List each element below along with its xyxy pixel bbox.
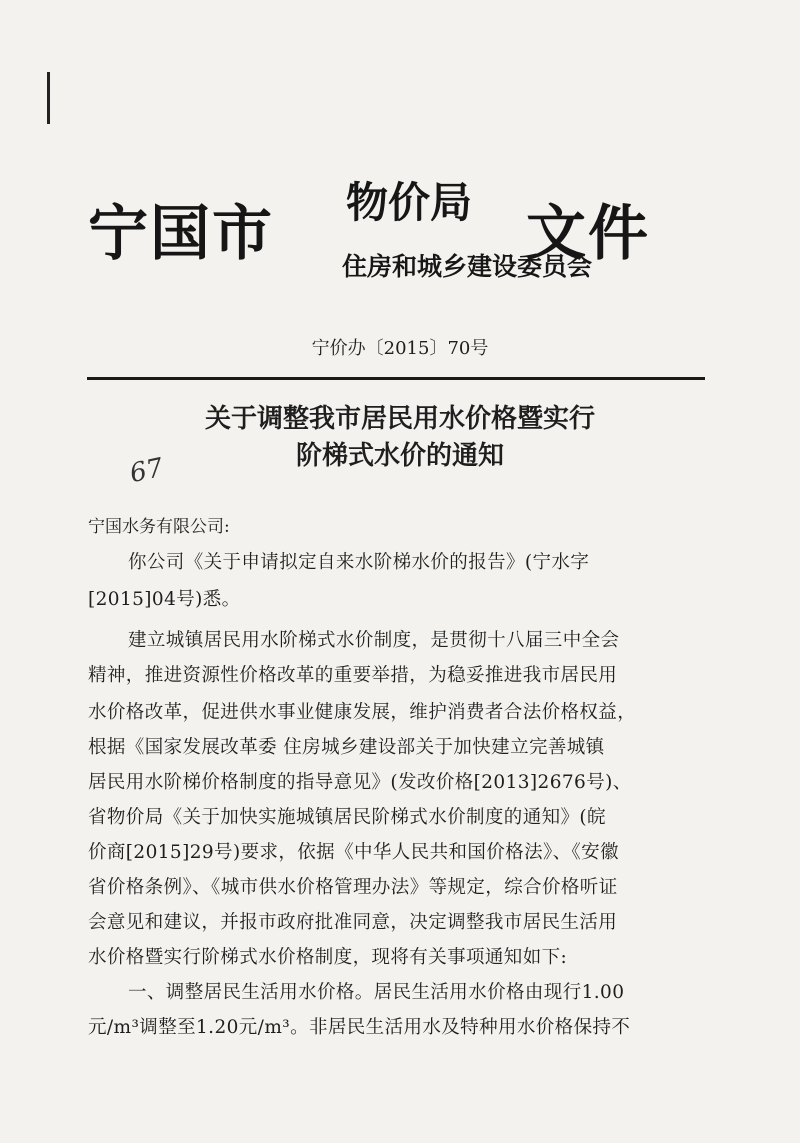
document-number: 宁价办〔2015〕70号 — [311, 338, 489, 359]
handwritten-mark: 67 — [127, 452, 166, 490]
body-line: 一、调整居民生活用水价格。居民生活用水价格由现行1.00 — [128, 982, 625, 1003]
body-line: 水价格暨实行阶梯式水价格制度，现将有关事项通知如下: — [88, 947, 568, 968]
body-line: 省物价局《关于加快实施城镇居民阶梯式水价制度的通知》(皖 — [88, 807, 606, 828]
body-line: [2015]04号)悉。 — [88, 589, 241, 610]
header-document-label: 文件 — [526, 199, 650, 269]
body-line: 水价格改革，促进供水事业健康发展，维护消费者合法价格权益， — [88, 702, 637, 723]
body-line: 会意见和建议，并报市政府批准同意，决定调整我市居民生活用 — [88, 912, 618, 933]
header-city: 宁国市 — [88, 199, 274, 269]
body-line: 居民用水阶梯价格制度的指导意见》(发改价格[2013]2676号)、 — [88, 772, 632, 793]
body-line: 建立城镇居民用水阶梯式水价制度，是贯彻十八届三中全会 — [128, 630, 620, 651]
body-line: 根据《国家发展改革委 住房城乡建设部关于加快建立完善城镇 — [88, 737, 605, 758]
document-title-line-2: 阶梯式水价的通知 — [295, 441, 504, 471]
body-line: 精神，推进资源性价格改革的重要举措，为稳妥推进我市居民用 — [88, 665, 618, 686]
header-agency-price-bureau: 物价局 — [346, 178, 473, 227]
body-line: 你公司《关于申请拟定自来水阶梯水价的报告》(宁水字 — [128, 552, 590, 573]
margin-mark — [47, 72, 50, 124]
body-line: 省价格条例》、《城市供水价格管理办法》等规定，综合价格听证 — [88, 877, 618, 898]
header-agency-housing-committee: 住房和城乡建设委员会 — [342, 252, 593, 281]
header-divider — [87, 377, 705, 380]
body-line: 价商[2015]29号)要求，依据《中华人民共和国价格法》、《安徽 — [88, 842, 619, 863]
addressee: 宁国水务有限公司: — [88, 517, 230, 537]
body-line: 元/m³调整至1.20元/m³。非居民生活用水及特种用水价格保持不 — [88, 1017, 631, 1038]
document-title-line-1: 关于调整我市居民用水价格暨实行 — [204, 404, 595, 434]
